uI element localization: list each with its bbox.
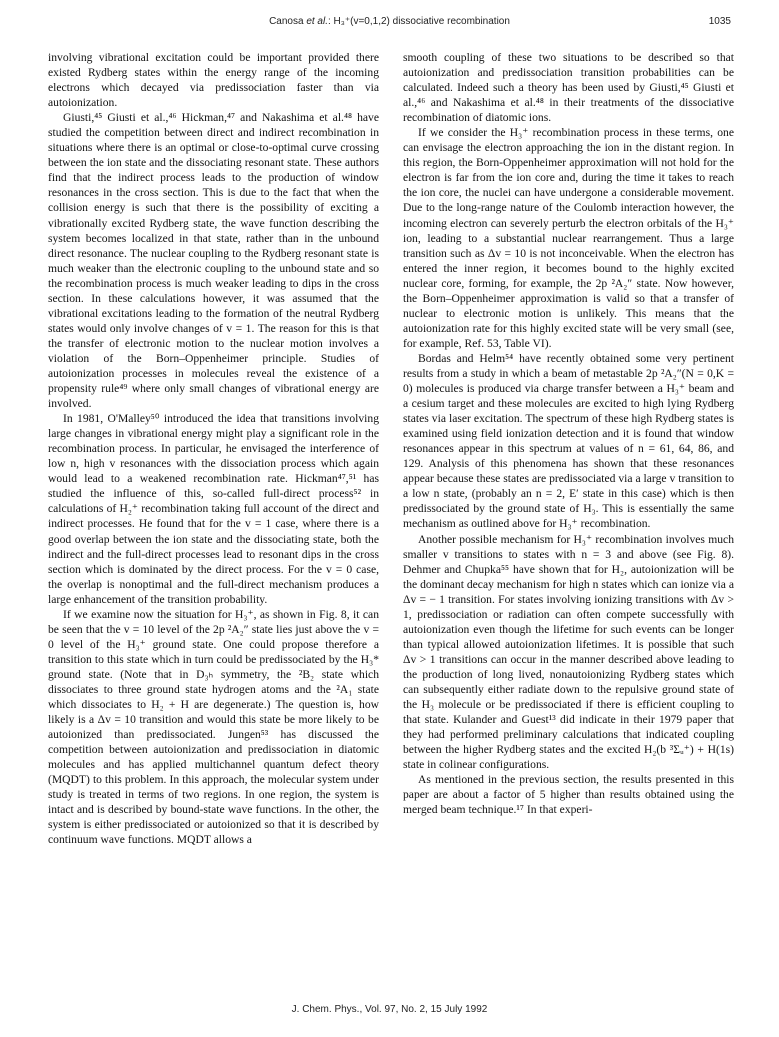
paragraph: Bordas and Helm⁵⁴ have recently obtained some very pertinent results from a study in which a beam of metastable 2p ²A₂″(N = 0,K = 0) molecules is produced via charge transfer between a H₃⁺ beam and a cesium target and these molecules are excited to high lying Rydberg states via laser excitation. The spectrum of these high Rydberg states is examined using field ionization detection and it is found that window resonances appear in this spectrum at values of n = 61, 64, 86, and 129. Analysis of this phenomena has shown that these resonances appear because these states are predissociated via a large v transition to a low n state, (probably an n = 2, E′ state in this case) which is then predissociated by the ground state of H₃. This is essentially the same mechanism as outlined above for H₃⁺ recombination. <box>403 351 734 531</box>
paragraph: In 1981, O'Malley⁵⁰ introduced the idea that transitions involving large changes in vibrational energy might play a significant role in the recombination process. In particular, he envisaged the interference of low n, high v resonances with the dissociation process which again would lead to a weakened recombination rate. Hickman⁴⁷,⁵¹ has studied the influence of this, so-called full-direct process⁵² in calculations of H₂⁺ recombination taking full account of the direct and indirect processes. He found that for the v = 1 case, where there is a good overlap between the ion state and the dissociating state, both the indirect and the full-direct processes lead to resonant dips in the cross section which is dominated by the direct process. For the v = 0 case, the overlap is nonoptimal and the full-direct mechanism produces a large enhancement of the transition probability. <box>48 412 379 606</box>
paragraph: If we consider the H₃⁺ recombination process in these terms, one can envisage the electron approaching the ion in the distant region. In this region, the Born-Oppenheimer approximation will not hold for the electron is far from the ion core and, during the time it takes to reach the ion core, the nuclei can have undergone a considerable movement. Due to the long-range nature of the Coulomb interaction however, the incoming electron can severely perturb the electron orbitals of the H₃⁺ ion, leading to a substantial nuclear rearrangement. Thus a large transition such as Δv = 10 is not inconceivable. When the electron has entered the inner region, it becomes bound to the highly excited nuclear core, forming, for example, the 2p ²A₂″ state. Now however, the Born–Oppenheimer approximation is valid so that a transfer of nuclear to electronic motion is unlikely. This means that the autoionization rate for this highly excited state will be very small (see, for example, Ref. 53, Table VI). <box>403 126 734 350</box>
paragraph: smooth coupling of these two situations to be described so that autoionization and predissociation transition probabilities can be calculated. Indeed such a theory has been used by Giusti,⁴⁵ Giusti et al.,⁴⁶ and Nakashima et al.⁴⁸ in their treatments of the dissociative recombination of diatomic ions. <box>403 51 734 125</box>
header-title: : H₃⁺(v=0,1,2) dissociative recombination <box>328 16 510 27</box>
right-column <box>403 50 734 817</box>
paragraph: Giusti,⁴⁵ Giusti et al.,⁴⁶ Hickman,⁴⁷ and Nakashima et al.⁴⁸ have studied the competition between direct and indirect recombination in situations where there is an optimal or close-to-optimal curve crossing between the ion state and the dissociating resonant state. These authors find that the indirect process leads to the production of window resonances in the cross section. This is due to the fact that when the collision energy is such that there is the possibility of exciting a vibrationally excited Rydberg state, the wave function describing the system becomes localized in that state, rather than in the unbound direct resonance. The nuclear coupling to the Rydberg resonant state is much weaker than the electronic coupling to the unbound state and so the recombination process is much weaker leading to dips in the cross section. In these calculations however, it was assumed that the vibrational excitations leading to the formation of the neutral Rydberg states would only involve changes of v = 1. The reason for this is that the transfer of electronic motion to the nuclear motion involves a violation of the Born–Oppenheimer principle. Studies of autoionization processes in molecules reveal the existence of a propensity rule⁴⁹ where only small changes of vibrational energy are involved. <box>48 111 379 411</box>
header-authors: Canosa <box>269 16 304 27</box>
paragraph: As mentioned in the previous section, the results presented in this paper are about a factor of 5 higher than results obtained using the merged beam technique.¹⁷ In that experi- <box>403 773 734 817</box>
paragraph: Another possible mechanism for H₃⁺ recombination involves much smaller v transitions to states with n = 3 and above (see Fig. 8). Dehmer and Chupka⁵⁵ have shown that for H₂, autoionization will be the dominant decay mechanism for high n states which can ionize via a Δv = − 1 transition. For states involving ionizing transitions with Δv > 1, predissociation or radiation can often compete successfully with autoionization even though the lifetime for such events can be longer than typical allowed autoionization lifetimes. It is possible that such Δv > 1 transitions can occur in the manner described above leading to the production of long lived, nonautoionizing Rydberg states which can subsequently either radiate down to the repulsive ground state of the H₃ molecule or be predissociated if there is efficient coupling to that state. Kulander and Guest¹³ did indicate in their 1979 paper that they had performed preliminary calculations that indicated coupling between the higher Rydberg states and the excited H₂(b ³Σᵤ⁺) + H(1s) state in colinear configurations. <box>403 532 734 772</box>
paragraph: If we examine now the situation for H₃⁺, as shown in Fig. 8, it can be seen that the v = 10 level of the 2p ²A₂″ state lies just above the v = 0 level of the H₃⁺ ground state. One could propose therefore a transition to this state which in turn could be predissociated by the H₃* ground state. (Note that in D₃ₕ symmetry, the ²B₂ state which dissociates to three ground state hydrogen atoms and the ²A₁ state which dissociates to H₂ + H are degenerate.) The question is, how likely is a Δv = 10 transition and would this state be more likely to be autoionized than predissociated. Jungen⁵³ has discussed the competition between autoionization and predissociation in diatomic molecules and has applied multichannel quantum defect theory (MQDT) to this problem. In this approach, the molecular system under study is treated in terms of two regions. In one region, the system is intact and is described by bound-state wave functions. In the other, the system is either predissociated or autoionized so that it is described by continuum wave functions. MQDT allows a <box>48 607 379 847</box>
page-number: 1035 <box>708 16 731 27</box>
header-etal: et al. <box>306 16 328 27</box>
running-title <box>48 16 731 27</box>
journal-footer: J. Chem. Phys., Vol. 97, No. 2, 15 July 1992 <box>291 1004 488 1015</box>
running-header <box>48 16 731 30</box>
left-column <box>48 50 379 847</box>
paragraph: involving vibrational excitation could be important provided there existed Rydberg states within the energy range of the incoming electrons which decayed via predissociation faster than via autoionization. <box>48 51 379 110</box>
